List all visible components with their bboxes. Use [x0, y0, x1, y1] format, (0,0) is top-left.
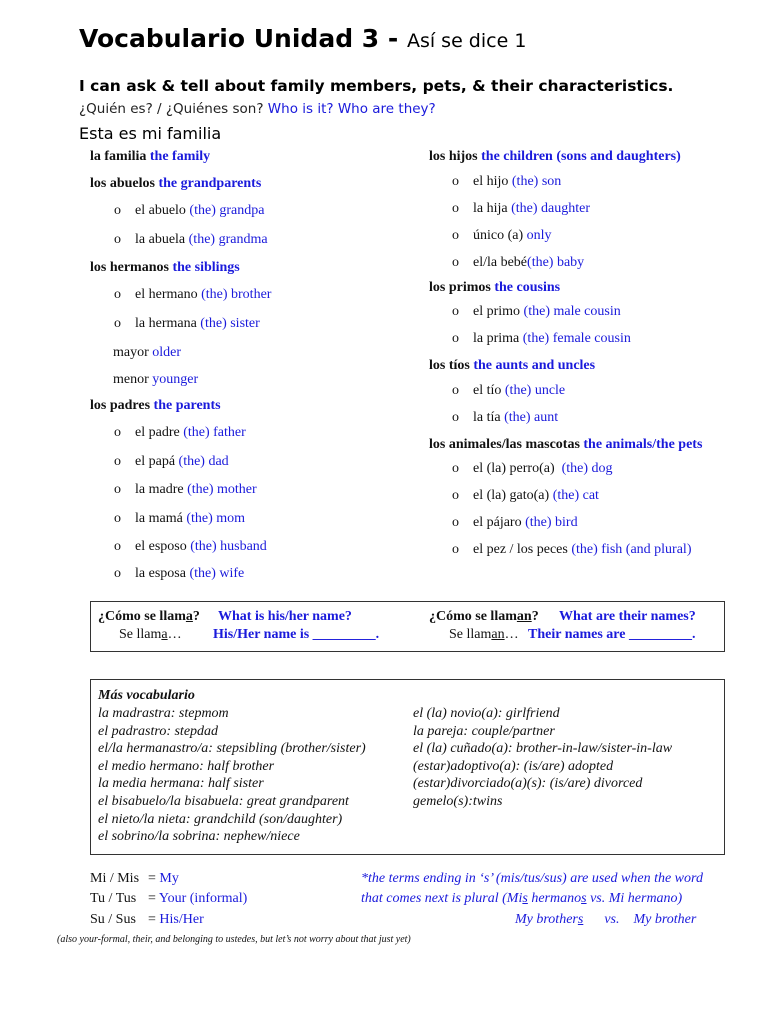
- name-answer-plural: [449, 627, 519, 643]
- vocab-es: el padre: [135, 425, 184, 440]
- vocab-en: the grandparents: [158, 176, 262, 191]
- possessive-en: His/Her: [159, 912, 204, 927]
- vocab-es: la mamá: [135, 511, 187, 526]
- vocab-es: los tíos: [429, 358, 474, 373]
- equals-sign: =: [148, 891, 159, 906]
- a-underlined: a: [161, 627, 168, 642]
- vocab-hermana: [114, 316, 260, 332]
- vocab-en: (the) grandma: [188, 232, 268, 247]
- name-answer-singular: [119, 627, 182, 643]
- name-question-plural: [429, 609, 539, 625]
- bullet-icon: o: [114, 511, 121, 526]
- bullet-icon: o: [114, 539, 121, 554]
- vocab-mama: [114, 511, 245, 527]
- vocab-abuelos: [90, 176, 261, 192]
- possessive-tu: [90, 891, 247, 907]
- mas-vocab-item: el nieto/la nieta: grandchild (son/daughter): [98, 811, 343, 827]
- vocab-es: la hermana: [135, 316, 201, 331]
- note-underlined: s: [581, 891, 587, 906]
- bullet-icon: o: [452, 410, 459, 425]
- bullet-icon: o: [452, 461, 459, 476]
- name-question-singular-en: What is his/her name?: [218, 609, 352, 624]
- vocab-perro: [452, 461, 613, 477]
- q-text: ?: [531, 609, 539, 624]
- vocab-en: the aunts and uncles: [473, 358, 596, 373]
- bullet-icon: o: [114, 566, 121, 581]
- plural-note-line2: [361, 891, 682, 907]
- possessive-mi: [90, 871, 179, 887]
- bullet-icon: o: [114, 425, 121, 440]
- name-question-singular: [98, 609, 200, 625]
- vocab-tio: [452, 383, 565, 399]
- vocab-es: la prima: [473, 331, 523, 346]
- vocab-hija: [452, 201, 590, 217]
- vocab-es: el hermano: [135, 287, 202, 302]
- q-underlined: an: [516, 609, 532, 624]
- vocab-abuela: [114, 232, 268, 248]
- mas-vocab-item: el (la) cuñado(a): brother-in-law/sister-in-law: [413, 741, 673, 757]
- mas-vocab-item: el/la hermanastro/a: stepsibling (brother/sister): [98, 741, 366, 757]
- vocab-menor: [113, 372, 198, 388]
- vocab-en: (the) mother: [187, 482, 257, 497]
- vocab-es: menor: [113, 372, 153, 387]
- vocab-bebe: [452, 255, 584, 271]
- plural-note-line1: *the terms ending in ‘s’ (mis/tus/sus) are used when the word: [361, 871, 703, 886]
- note-text: vs. Mi hermano): [586, 891, 683, 906]
- possessive-en: My: [159, 871, 179, 886]
- vocab-en: (the) son: [511, 174, 562, 189]
- vocab-en: only: [526, 228, 552, 243]
- note-underlined: s: [522, 891, 528, 906]
- mas-vocab-item: (estar)divorciado(a)(s): (is/are) divorced: [413, 776, 643, 792]
- vocab-primo: [452, 304, 621, 320]
- mas-vocabulario-heading: Más vocabulario: [98, 688, 195, 703]
- vocab-es: los padres: [90, 398, 154, 413]
- bullet-icon: o: [452, 488, 459, 503]
- possessive-en: Your (informal): [158, 891, 248, 906]
- vocab-es: el (la) perro(a): [473, 461, 562, 476]
- vocab-en: (the) grandpa: [189, 203, 265, 218]
- bullet-icon: o: [114, 316, 121, 331]
- vocab-en: (the) male cousin: [523, 304, 621, 319]
- vocab-es: la esposa: [135, 566, 190, 581]
- possessive-su: [90, 912, 204, 928]
- vocab-mayor: [113, 345, 181, 361]
- vocab-es: el hijo: [473, 174, 512, 189]
- bullet-icon: o: [452, 228, 459, 243]
- vocab-pez: [452, 542, 691, 558]
- equals-sign: =: [148, 912, 160, 927]
- note-text: hermano: [527, 891, 582, 906]
- vocab-en: (the) fish (and plural): [571, 542, 692, 557]
- a-underlined: an: [491, 627, 505, 642]
- page-title: [79, 24, 526, 53]
- vocab-primos: [429, 280, 560, 296]
- possessive-es: Mi / Mis: [90, 871, 140, 886]
- vocab-en: (the) female cousin: [522, 331, 631, 346]
- bullet-icon: o: [452, 201, 459, 216]
- a-text: …: [167, 627, 182, 642]
- vocab-padres: [90, 398, 221, 414]
- question-line: [79, 101, 436, 117]
- vocab-madre: [114, 482, 257, 498]
- vocab-gato: [452, 488, 599, 504]
- vocab-en: (the) mom: [186, 511, 246, 526]
- bullet-icon: o: [114, 232, 121, 247]
- vocab-en: the siblings: [172, 260, 240, 275]
- vocab-prima: [452, 331, 631, 347]
- vocab-en: the animals/the pets: [583, 437, 703, 452]
- possessive-es: Su / Sus: [90, 912, 136, 927]
- a-text: …: [504, 627, 519, 642]
- vocab-en: (the) dog: [561, 461, 613, 476]
- vocab-es: los animales/las mascotas: [429, 437, 584, 452]
- mas-vocab-item: el bisabuelo/la bisabuela: great grandparent: [98, 793, 349, 809]
- vocab-esposa: [114, 566, 244, 582]
- vocab-en: (the) uncle: [504, 383, 566, 398]
- footnote: (also your-formal, their, and belonging to ustedes, but let’s not worry about that just yet): [57, 934, 411, 945]
- name-answer-plural-en: Their names are _________.: [528, 627, 696, 642]
- vocab-en: (the) cat: [552, 488, 599, 503]
- bullet-icon: o: [452, 255, 459, 270]
- bullet-icon: o: [114, 203, 121, 218]
- vocab-es: la hija: [473, 201, 512, 216]
- mas-vocab-right-list: [413, 705, 672, 811]
- vocab-es: el (la) gato(a): [473, 488, 553, 503]
- vocab-es: la madre: [135, 482, 188, 497]
- vocab-en: (the) bird: [525, 515, 578, 530]
- bullet-icon: o: [452, 331, 459, 346]
- note-text: vs. My brother: [583, 912, 697, 927]
- mas-vocab-item: la madrastra: stepmom: [98, 706, 229, 721]
- vocab-tia: [452, 410, 558, 426]
- vocab-hijos: [429, 149, 681, 165]
- q-text: ¿Cómo se llam: [98, 609, 186, 624]
- vocab-es: el/la bebé: [473, 255, 528, 270]
- q-underlined: a: [185, 609, 193, 624]
- vocab-es: único (a): [473, 228, 527, 243]
- vocab-en: (the) aunt: [504, 410, 559, 425]
- mas-vocab-item: el (la) novio(a): girlfriend: [413, 706, 560, 721]
- note-underlined: s: [577, 912, 584, 927]
- bullet-icon: o: [452, 383, 459, 398]
- q-text: ?: [192, 609, 200, 624]
- vocab-es: la abuela: [135, 232, 189, 247]
- vocab-es: el papá: [135, 454, 179, 469]
- mas-vocab-item: la pareja: couple/partner: [413, 723, 555, 739]
- vocab-en: (the) brother: [201, 287, 272, 302]
- bullet-icon: o: [114, 454, 121, 469]
- vocab-en: the family: [149, 149, 211, 164]
- vocab-unico: [452, 228, 552, 244]
- name-question-plural-en: What are their names?: [559, 609, 696, 624]
- vocab-papa: [114, 454, 229, 470]
- vocab-es: el esposo: [135, 539, 191, 554]
- vocab-en: the cousins: [494, 280, 561, 295]
- mas-vocab-item: (estar)adoptivo(a): (is/are) adopted: [413, 758, 614, 774]
- vocab-en: (the) dad: [178, 454, 229, 469]
- vocab-en: (the) father: [183, 425, 246, 440]
- mas-vocab-item: gemelo(s):twins: [413, 793, 503, 809]
- vocab-familia: [90, 149, 210, 165]
- vocab-es: los primos: [429, 280, 495, 295]
- vocab-en: (the) daughter: [511, 201, 591, 216]
- q-text: ¿Cómo se llam: [429, 609, 517, 624]
- possessive-es: Tu / Tus: [90, 891, 137, 906]
- bullet-icon: o: [452, 304, 459, 319]
- vocab-es: la tía: [473, 410, 505, 425]
- mas-vocab-item: el padrastro: stepdad: [98, 723, 219, 739]
- plural-example: [515, 912, 696, 928]
- mas-vocab-item: la media hermana: half sister: [98, 776, 264, 792]
- vocab-es: el primo: [473, 304, 524, 319]
- vocab-en: younger: [152, 372, 199, 387]
- vocab-pajaro: [452, 515, 578, 531]
- bullet-icon: o: [452, 174, 459, 189]
- name-answer-singular-en: His/Her name is _________.: [213, 627, 380, 642]
- title-main: Vocabulario Unidad 3 -: [79, 24, 407, 53]
- vocab-animales: [429, 437, 702, 453]
- vocab-en: (the) sister: [200, 316, 260, 331]
- vocab-hijo: [452, 174, 561, 190]
- vocab-es: la familia: [90, 149, 150, 164]
- vocab-en: (the) baby: [527, 255, 585, 270]
- bullet-icon: o: [452, 542, 459, 557]
- vocab-esposo: [114, 539, 267, 555]
- note-text: that comes next is plural (Mi: [361, 891, 523, 906]
- vocab-en: (the) husband: [190, 539, 267, 554]
- a-text: Se llam: [449, 627, 492, 642]
- vocab-hermano: [114, 287, 271, 303]
- vocab-en: (the) wife: [189, 566, 245, 581]
- vocab-en: the children (sons and daughters): [481, 149, 681, 164]
- vocab-padre: [114, 425, 246, 441]
- mas-vocab-item: el medio hermano: half brother: [98, 758, 275, 774]
- vocab-es: el pájaro: [473, 515, 526, 530]
- note-text: My brother: [515, 912, 578, 927]
- vocab-es: el pez / los peces: [473, 542, 572, 557]
- equals-sign: =: [148, 871, 160, 886]
- bullet-icon: o: [114, 287, 121, 302]
- title-sub: Así se dice 1: [406, 30, 527, 52]
- learning-goal: I can ask & tell about family members, pets, & their characteristics.: [79, 77, 674, 95]
- question-en: Who is it? Who are they?: [267, 101, 436, 117]
- question-es: ¿Quién es? / ¿Quiénes son?: [79, 101, 268, 117]
- vocab-en: older: [152, 345, 182, 360]
- bullet-icon: o: [114, 482, 121, 497]
- vocab-es: los hermanos: [90, 260, 173, 275]
- vocab-es: mayor: [113, 345, 153, 360]
- vocab-hermanos: [90, 260, 240, 276]
- section-title: Esta es mi familia: [79, 124, 222, 143]
- vocab-en: the parents: [153, 398, 221, 413]
- vocab-es: el tío: [473, 383, 505, 398]
- vocab-abuelo: [114, 203, 264, 219]
- vocab-es: el abuelo: [135, 203, 190, 218]
- mas-vocab-item: el sobrino/la sobrina: nephew/niece: [98, 829, 300, 845]
- vocab-tios: [429, 358, 595, 374]
- vocab-es: los abuelos: [90, 176, 159, 191]
- vocab-es: los hijos: [429, 149, 482, 164]
- bullet-icon: o: [452, 515, 459, 530]
- mas-vocab-left-list: [98, 705, 366, 846]
- a-text: Se llam: [119, 627, 162, 642]
